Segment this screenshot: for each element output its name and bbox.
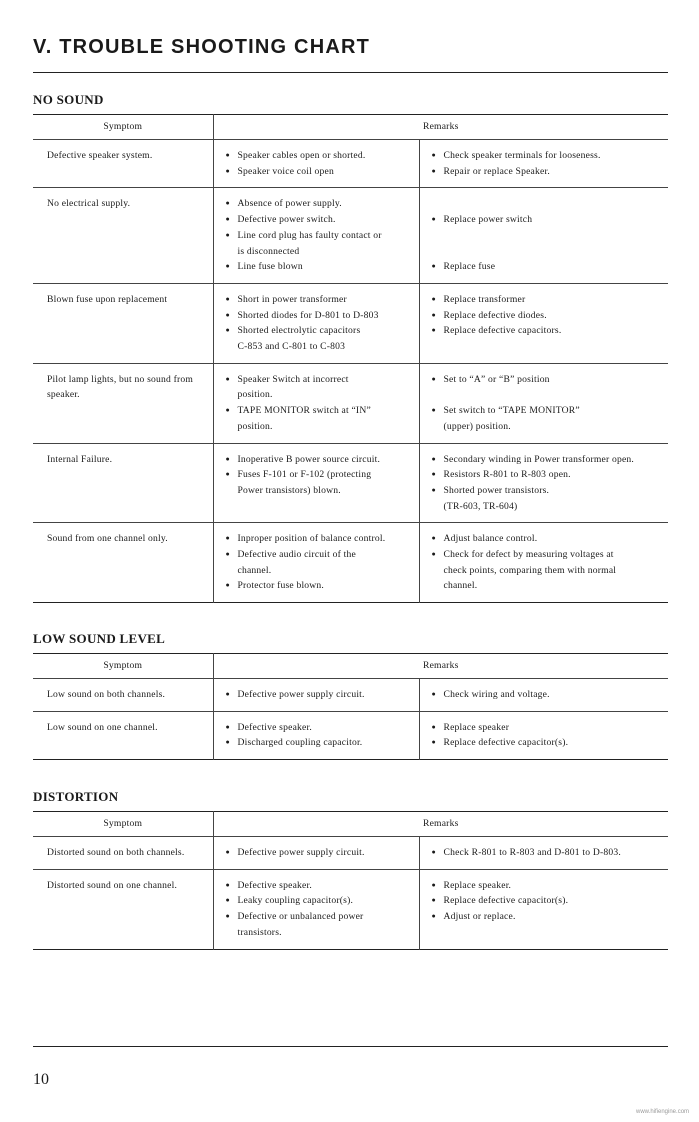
section-heading: DISTORTION — [33, 789, 119, 804]
remarks-list — [432, 720, 665, 751]
no-sound-table — [33, 114, 668, 603]
bullet-item: ● Replace speaker — [432, 720, 665, 736]
bullet-item: ● Defective power supply circuit. — [226, 687, 415, 703]
symptom-header: Symptom — [33, 115, 213, 140]
remark-cell — [419, 140, 668, 188]
section-heading: NO SOUND — [33, 92, 104, 107]
remarks-list — [432, 531, 665, 594]
causes-list — [226, 452, 415, 499]
remarks-list — [432, 452, 665, 515]
section-distortion — [33, 789, 668, 950]
bullet-item: ● TAPE MONITOR switch at “IN” — [226, 403, 415, 419]
symptom-cell: Low sound on both channels. — [33, 679, 213, 712]
remark-cell — [419, 679, 668, 712]
continuation-line: transistors. — [237, 926, 282, 938]
causes-list — [226, 845, 415, 861]
cause-cell — [213, 869, 419, 949]
bullet-item: ● Absence of power supply. — [226, 196, 415, 212]
causes-list — [226, 687, 415, 703]
causes-list — [226, 531, 415, 594]
bullet-item: ● Defective power supply circuit. — [226, 845, 415, 861]
section-low-sound-level — [33, 631, 668, 760]
symptom-cell: Pilot lamp lights, but no sound from speaker. — [33, 363, 213, 443]
remarks-list — [432, 878, 665, 925]
causes-list — [226, 292, 415, 355]
causes-list — [226, 196, 415, 275]
causes-list — [226, 878, 415, 941]
bullet-item: ● Resistors R-801 to R-803 open. — [432, 467, 665, 483]
continuation-line: (upper) position. — [443, 420, 511, 432]
remark-cell — [419, 837, 668, 870]
cause-cell — [213, 140, 419, 188]
remarks-list — [432, 845, 665, 861]
bullet-item: ● Discharged coupling capacitor. — [226, 735, 415, 751]
bullet-item: ● Inproper position of balance control. — [226, 531, 415, 547]
bullet-item: ● Replace fuse — [432, 259, 665, 275]
symptom-cell: Distorted sound on one channel. — [33, 869, 213, 949]
title-rule — [33, 72, 668, 73]
causes-list — [226, 148, 415, 179]
low-sound-table — [33, 653, 668, 760]
section-heading: LOW SOUND LEVEL — [33, 631, 166, 646]
bullet-item: ● Leaky coupling capacitor(s). — [226, 893, 415, 909]
bullet-item: ● Line fuse blown — [226, 259, 415, 275]
remark-cell — [419, 188, 668, 284]
bullet-item: ● Speaker voice coil open — [226, 164, 415, 180]
distortion-table — [33, 811, 668, 950]
bullet-item: ● Set switch to “TAPE MONITOR” — [432, 403, 665, 419]
bullet-item: ● Line cord plug has faulty contact or — [226, 228, 415, 244]
bullet-item: ● Adjust balance control. — [432, 531, 665, 547]
cause-cell — [213, 188, 419, 284]
continuation-line: check points, comparing them with normal — [443, 564, 617, 576]
bullet-item: ● Adjust or replace. — [432, 909, 665, 925]
continuation-line: channel. — [237, 564, 272, 576]
continuation-line: C-853 and C-801 to C-803 — [237, 341, 346, 353]
continuation-line: is disconnected — [237, 245, 300, 257]
page-number: 10 — [33, 1071, 49, 1088]
table-row — [33, 679, 668, 712]
bullet-item: ● Replace defective diodes. — [432, 308, 665, 324]
remark-cell — [419, 363, 668, 443]
blank-line — [432, 196, 665, 212]
bullet-item: ● Defective speaker. — [226, 720, 415, 736]
bullet-item: ● Speaker Switch at incorrect — [226, 372, 415, 388]
bullet-item: ● Shorted power transistors. — [432, 483, 665, 499]
bullet-item: ● Check speaker terminals for looseness. — [432, 148, 665, 164]
table-row — [33, 140, 668, 188]
cause-cell — [213, 283, 419, 363]
bullet-item: ● Shorted diodes for D-801 to D-803 — [226, 308, 415, 324]
symptom-cell: Distorted sound on both channels. — [33, 837, 213, 870]
bullet-item: ● Defective speaker. — [226, 878, 415, 894]
table-row — [33, 523, 668, 603]
bullet-item: ● Speaker cables open or shorted. — [226, 148, 415, 164]
section-no-sound — [33, 92, 668, 603]
symptom-header: Symptom — [33, 654, 213, 679]
remarks-list — [432, 372, 665, 435]
cause-cell — [213, 711, 419, 759]
bullet-item: ● Defective audio circuit of the — [226, 547, 415, 563]
cause-cell — [213, 443, 419, 523]
bullet-item: ● Secondary winding in Power transformer open. — [432, 452, 665, 468]
continuation-line: (TR-603, TR-604) — [443, 500, 518, 512]
bullet-item: ● Check wiring and voltage. — [432, 687, 665, 703]
table-row — [33, 711, 668, 759]
remarks-list — [432, 292, 665, 339]
table-row — [33, 283, 668, 363]
blank-line — [432, 387, 665, 403]
blank-line — [432, 243, 665, 259]
bullet-item: ● Short in power transformer — [226, 292, 415, 308]
remarks-header: Remarks — [213, 115, 668, 140]
bullet-item: ● Replace defective capacitor(s). — [432, 735, 665, 751]
symptom-cell: Sound from one channel only. — [33, 523, 213, 603]
remarks-list — [432, 148, 665, 179]
symptom-cell: Defective speaker system. — [33, 140, 213, 188]
bullet-item: ● Inoperative B power source circuit. — [226, 452, 415, 468]
symptom-cell: Blown fuse upon replacement — [33, 283, 213, 363]
bullet-item: ● Fuses F-101 or F-102 (protecting — [226, 467, 415, 483]
table-row — [33, 363, 668, 443]
bullet-item: ● Defective or unbalanced power — [226, 909, 415, 925]
remarks-header: Remarks — [213, 654, 668, 679]
cause-cell — [213, 523, 419, 603]
remark-cell — [419, 869, 668, 949]
remark-cell — [419, 283, 668, 363]
bullet-item: ● Set to “A” or “B” position — [432, 372, 665, 388]
bullet-item: ● Replace power switch — [432, 212, 665, 228]
continuation-line: position. — [237, 389, 273, 401]
table-row — [33, 443, 668, 523]
bullet-item: ● Replace defective capacitors. — [432, 323, 665, 339]
cause-cell — [213, 837, 419, 870]
continuation-line: channel. — [443, 580, 478, 592]
symptom-cell: No electrical supply. — [33, 188, 213, 284]
bullet-item: ● Protector fuse blown. — [226, 578, 415, 594]
table-row — [33, 188, 668, 284]
remarks-list — [432, 196, 665, 274]
continuation-line: Power transistors) blown. — [237, 484, 341, 496]
remark-cell — [419, 711, 668, 759]
blank-line — [432, 228, 665, 244]
table-row — [33, 837, 668, 870]
bullet-item: ● Replace speaker. — [432, 878, 665, 894]
bullet-item: ● Check for defect by measuring voltages at — [432, 547, 665, 563]
causes-list — [226, 720, 415, 751]
cause-cell — [213, 679, 419, 712]
bullet-item: ● Replace defective capacitor(s). — [432, 893, 665, 909]
symptom-header: Symptom — [33, 812, 213, 837]
remark-cell — [419, 443, 668, 523]
bullet-item: ● Replace transformer — [432, 292, 665, 308]
bullet-item: ● Defective power switch. — [226, 212, 415, 228]
watermark: www.hifiengine.com — [636, 1109, 690, 1115]
causes-list — [226, 372, 415, 435]
remarks-list — [432, 687, 665, 703]
bullet-item: ● Check R-801 to R-803 and D-801 to D-803. — [432, 845, 665, 861]
bullet-item: ● Shorted electrolytic capacitors — [226, 323, 415, 339]
symptom-cell: Low sound on one channel. — [33, 711, 213, 759]
page-title: V. TROUBLE SHOOTING CHART — [33, 36, 371, 58]
symptom-cell: Internal Failure. — [33, 443, 213, 523]
table-row — [33, 869, 668, 949]
remark-cell — [419, 523, 668, 603]
continuation-line: position. — [237, 420, 273, 432]
footer-rule — [33, 1046, 668, 1047]
remarks-header: Remarks — [213, 812, 668, 837]
cause-cell — [213, 363, 419, 443]
bullet-item: ● Repair or replace Speaker. — [432, 164, 665, 180]
